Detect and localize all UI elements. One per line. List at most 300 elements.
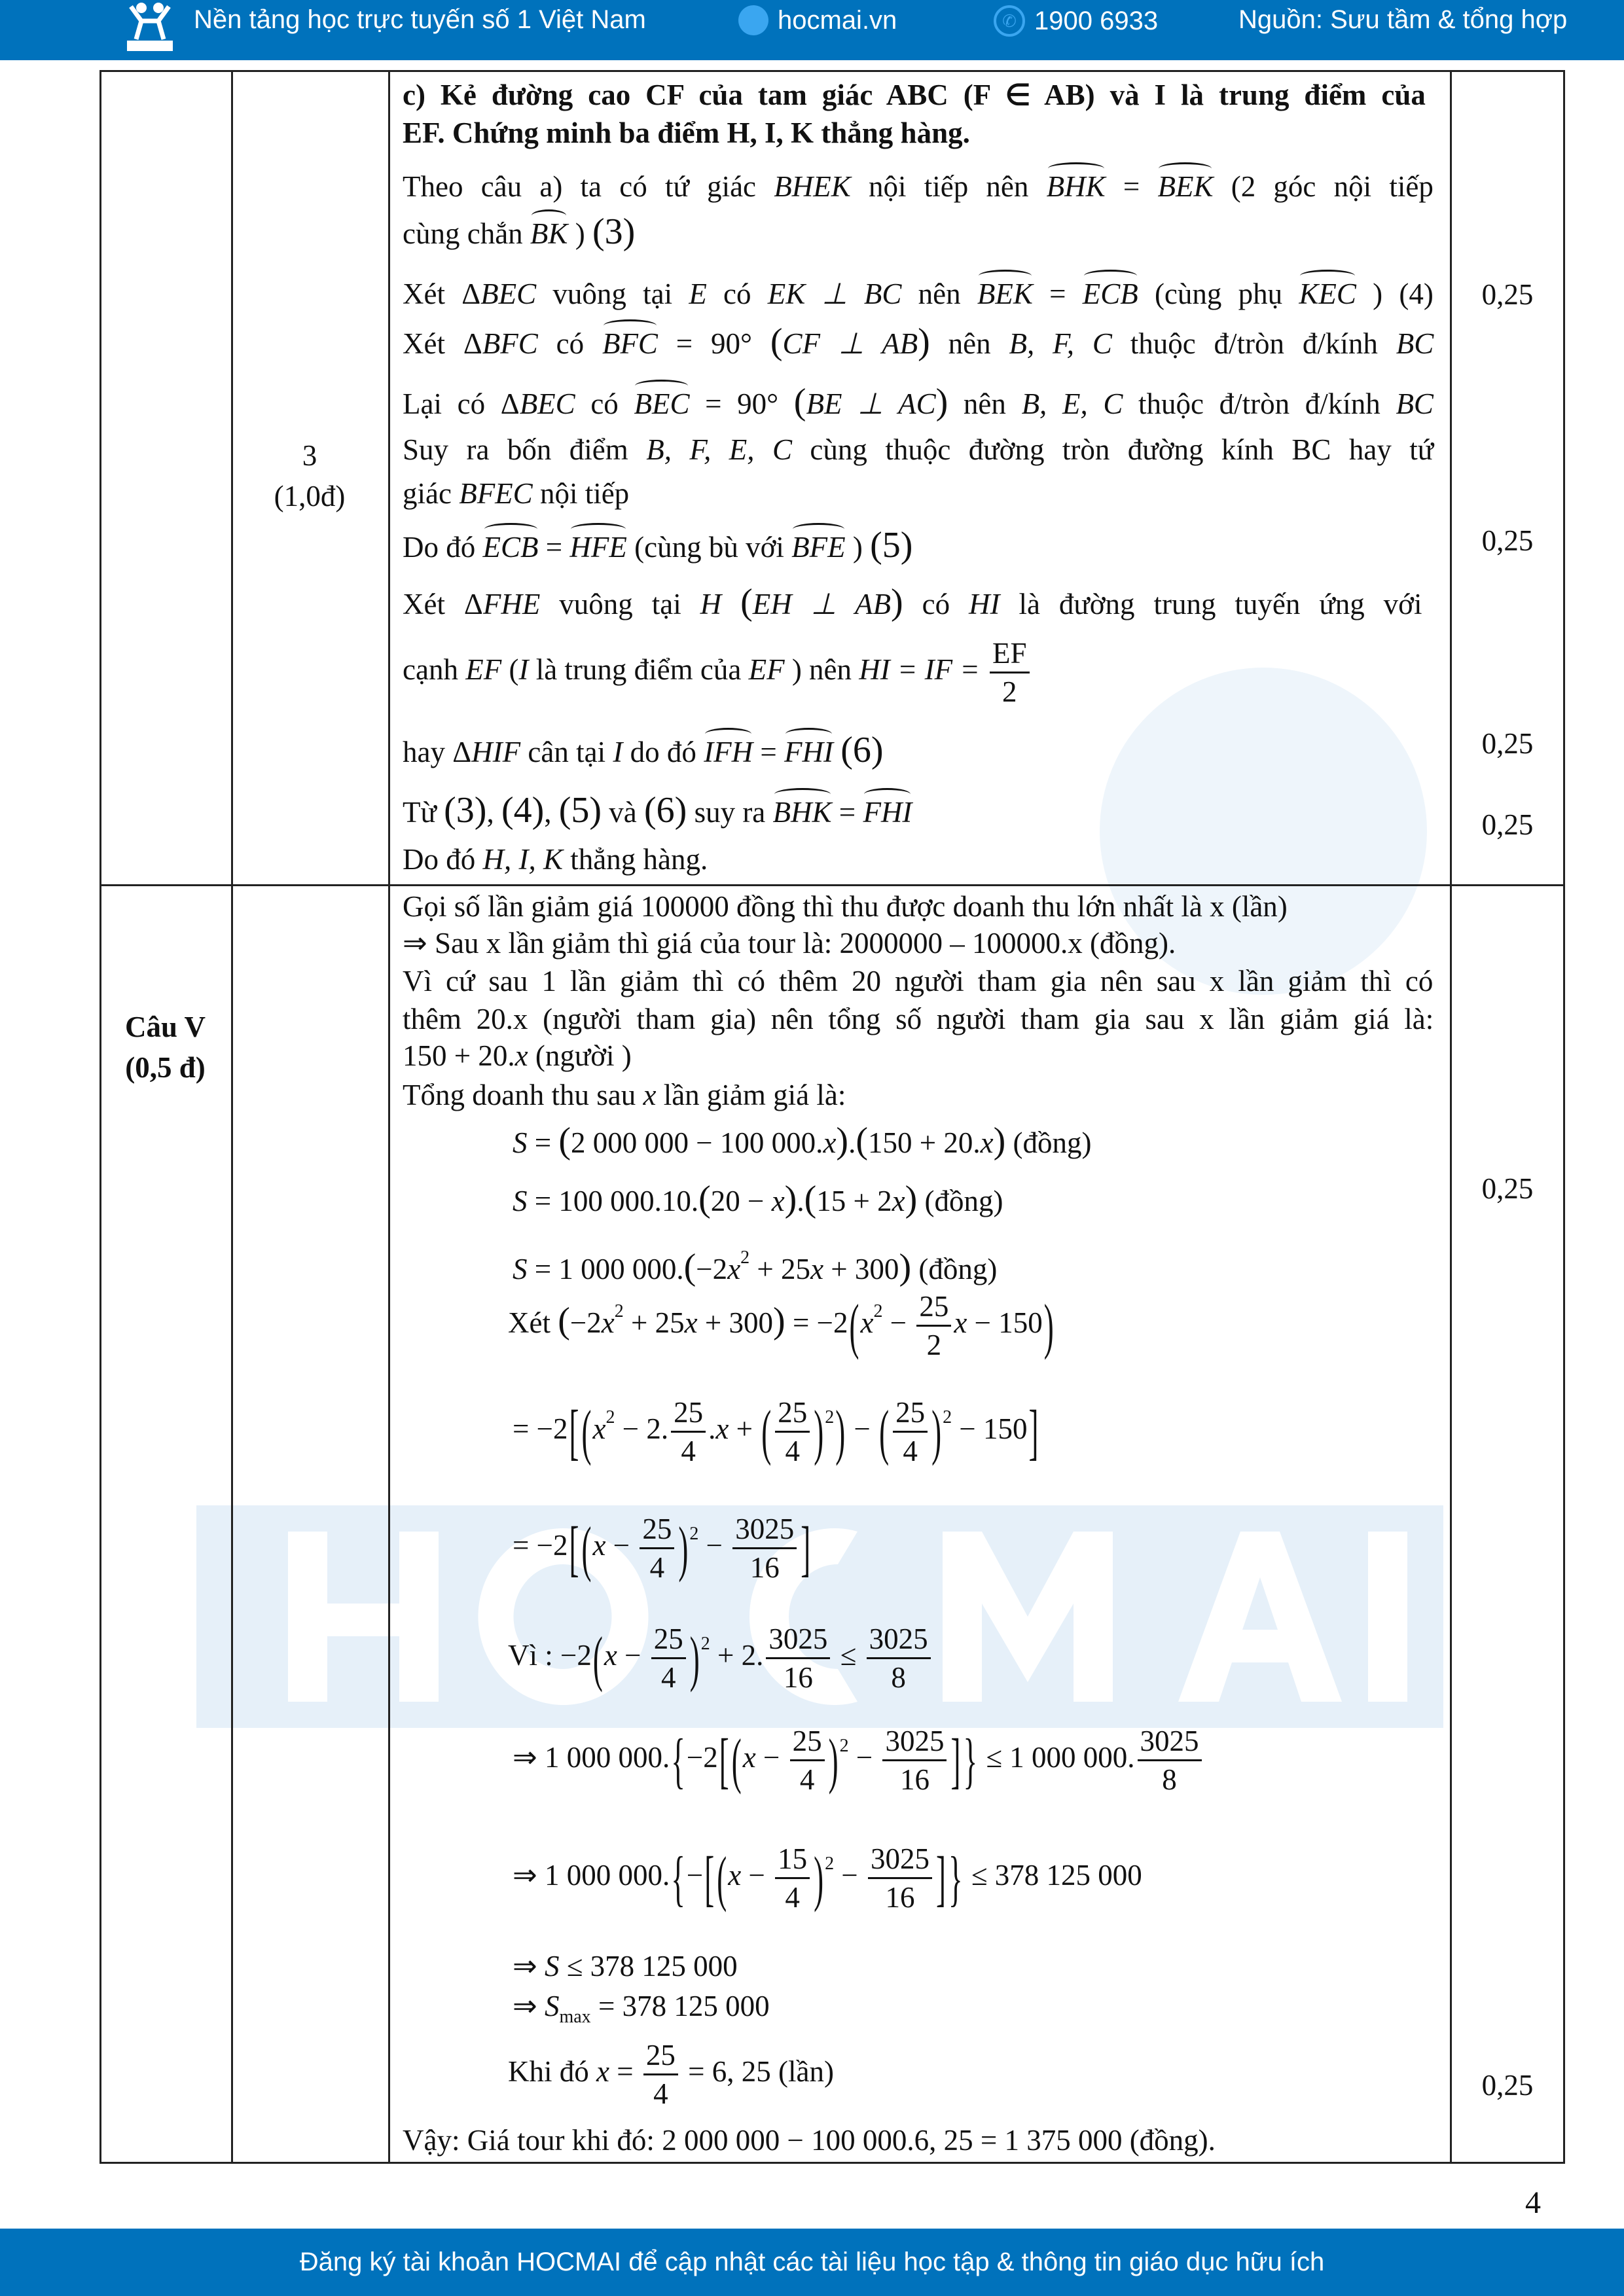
text-run: là đường trung tuyến ứng với <box>1000 588 1422 620</box>
big-bracket: ] <box>801 1514 811 1583</box>
line-content <box>508 2037 834 2112</box>
math-variable: H <box>700 588 722 620</box>
superscript: 2 <box>614 1300 624 1321</box>
score: 0,25 <box>1481 278 1534 311</box>
denominator: 2 <box>1001 675 1017 708</box>
math-variable: S <box>544 1990 560 2022</box>
numerator: 3025 <box>1138 1723 1202 1761</box>
math-variable: HI = IF = <box>859 653 987 686</box>
parenthesis: ( <box>558 1300 570 1341</box>
header-phone[interactable]: 1900 6933 <box>1034 6 1159 35</box>
text-run: + 2. <box>710 1638 764 1672</box>
parenthesis: (6) <box>644 790 687 831</box>
text-run: nên <box>929 327 1009 360</box>
text-run: = 100 000.10. <box>527 1185 699 1217</box>
superscript: 2 <box>873 1300 883 1321</box>
text-run: = 90° <box>657 327 770 360</box>
parenthesis: ) <box>918 321 930 362</box>
text-run: = <box>831 796 863 829</box>
text-run: nên <box>901 278 977 310</box>
line-content <box>403 76 1426 114</box>
part-number: 3 <box>302 439 317 472</box>
text-run: có <box>903 588 969 620</box>
text-run: Vì : −2 <box>508 1638 592 1672</box>
line-content <box>403 2121 1216 2159</box>
parenthesis: ( <box>683 1247 696 1287</box>
parenthesis: (6) <box>840 730 884 770</box>
text-run: , <box>544 796 559 829</box>
text-run: ≤ 378 125 000 <box>559 1950 738 1982</box>
line-content <box>513 1180 1003 1220</box>
part-label <box>231 435 388 516</box>
fraction <box>766 1621 830 1696</box>
line-content <box>403 114 970 152</box>
numerator: 25 <box>790 1723 825 1761</box>
math-variable: H, I, K <box>482 843 563 876</box>
text-run: − <box>755 1740 787 1774</box>
math-variable: I <box>518 653 529 686</box>
text-run: + 25 <box>623 1306 685 1339</box>
solution-line <box>513 1840 1429 1916</box>
line-content <box>403 1076 846 1114</box>
text-run: − <box>617 1638 649 1672</box>
text-run: . <box>708 1412 716 1445</box>
text-run: −2 <box>696 1253 728 1285</box>
line-content <box>403 789 912 831</box>
score: 0,25 <box>1481 2069 1534 2102</box>
text-run: = <box>1105 170 1158 203</box>
parenthesis: ( <box>558 1121 571 1161</box>
math-variable: FHE <box>482 588 541 620</box>
text-run: cùng chắn <box>403 217 530 250</box>
big-bracket: ( <box>761 1397 772 1466</box>
parenthesis: ) <box>784 1179 797 1219</box>
column-divider <box>388 70 390 2164</box>
text-run: + <box>729 1412 761 1445</box>
math-variable: B, F, C <box>1009 327 1112 360</box>
text-run: thêm 20.x (người tham gia) nên tổng số người tham gia sau x lần giảm giá là: <box>403 1003 1434 1035</box>
parenthesis: ( <box>804 1179 817 1219</box>
text-run: EF. Chứng minh ba điểm H, I, K thẳng hàng. <box>403 117 970 149</box>
text-run: 20 − <box>710 1185 772 1217</box>
line-content <box>403 164 1434 206</box>
big-bracket: ) <box>828 1726 839 1795</box>
text-run: suy ra <box>687 796 773 829</box>
text-run: nội tiếp <box>532 477 630 510</box>
text-run: −2 <box>569 1306 602 1339</box>
math-variable: x <box>604 1638 617 1672</box>
solution-line <box>508 2037 1424 2112</box>
numerator: 25 <box>775 1394 810 1433</box>
line-content <box>403 583 1422 623</box>
math-variable: EK ⊥ BC <box>767 278 902 310</box>
fraction <box>867 1621 931 1696</box>
denominator: 8 <box>891 1661 906 1694</box>
solution-line <box>403 114 1437 152</box>
numerator: 25 <box>671 1394 706 1433</box>
text-run: thẳng hàng. <box>563 843 708 876</box>
parenthesis: ) <box>773 1300 785 1341</box>
header-bar <box>0 0 1624 60</box>
big-bracket: ] <box>1028 1397 1039 1466</box>
math-variable: EF <box>465 653 502 686</box>
text-run: −2 <box>686 1740 718 1774</box>
numerator: 25 <box>640 1511 674 1549</box>
big-bracket: [ <box>704 1844 715 1912</box>
text-run: 150 + 20. <box>403 1039 515 1072</box>
numerator: 25 <box>643 2037 678 2075</box>
text-run: ≤ 378 125 000 <box>964 1858 1142 1892</box>
line-content <box>513 1511 812 1586</box>
arc-angle: BHK <box>773 789 832 831</box>
arc-angle: BEC <box>634 381 689 423</box>
denominator: 4 <box>653 2077 668 2110</box>
big-bracket: } <box>948 1844 963 1912</box>
text-run: có <box>706 278 768 310</box>
big-bracket: ( <box>592 1624 603 1693</box>
text-run: = <box>1032 278 1083 310</box>
text-run: − <box>741 1858 773 1892</box>
numerator: 3025 <box>868 1840 932 1879</box>
arc-angle: BHK <box>1047 164 1106 206</box>
parenthesis: (5) <box>870 525 913 565</box>
score: 0,25 <box>1481 1172 1534 1205</box>
page-number: 4 <box>1525 2185 1541 2220</box>
solution-line <box>403 789 1437 831</box>
parenthesis: (3) <box>444 790 487 831</box>
math-variable: x <box>592 1412 606 1445</box>
text-run: ) <box>568 217 592 250</box>
big-bracket: ( <box>879 1397 890 1466</box>
line-content <box>403 321 1434 363</box>
text-run: . <box>797 1185 804 1217</box>
text-run: , <box>486 796 501 829</box>
math-variable: x <box>596 2054 609 2088</box>
fraction <box>990 635 1030 710</box>
solution-line <box>403 475 1437 512</box>
big-bracket: ) <box>931 1397 942 1466</box>
line-content <box>508 1621 933 1696</box>
math-variable: HI <box>969 588 1000 620</box>
text-run: − <box>834 1858 865 1892</box>
math-variable: BFC <box>482 327 538 360</box>
math-variable: x <box>592 1528 606 1562</box>
denominator: 16 <box>783 1661 813 1694</box>
text-run: = <box>527 1126 559 1159</box>
line-content <box>513 1394 1040 1469</box>
line-content <box>513 1239 997 1288</box>
parenthesis: ) <box>993 1121 1006 1161</box>
text-run: cạnh <box>403 653 466 686</box>
big-bracket: ) <box>835 1397 846 1466</box>
arc-angle: HFE <box>569 524 626 566</box>
solution-line <box>403 381 1437 423</box>
header-website-link[interactable]: hocmai.vn <box>778 5 897 35</box>
math-variable: x <box>715 1412 729 1445</box>
text-run: = 6, 25 (lần) <box>680 2054 834 2088</box>
math-variable: x <box>684 1306 698 1339</box>
parenthesis: ) <box>836 1121 849 1161</box>
text-run: 150 + 20. <box>867 1126 981 1159</box>
big-bracket: } <box>963 1726 978 1795</box>
math-variable: E <box>689 278 707 310</box>
question-points: (0,5 đ) <box>125 1051 206 1084</box>
denominator: 8 <box>1162 1763 1177 1796</box>
math-variable: x <box>728 1858 742 1892</box>
parenthesis: ) <box>899 1247 912 1287</box>
line-content <box>403 431 1434 469</box>
superscript: 2 <box>825 1853 835 1874</box>
numerator: 25 <box>651 1621 686 1659</box>
solution-line <box>403 962 1437 1000</box>
text-run: Xét Δ <box>403 327 482 360</box>
math-variable: BE ⊥ AC <box>806 387 936 420</box>
solution-line <box>513 1987 1429 2036</box>
parenthesis: ( <box>740 582 753 622</box>
text-run: = −2 <box>513 1412 568 1445</box>
score: 0,25 <box>1481 808 1534 841</box>
math-variable: x <box>810 1253 824 1285</box>
globe-icon <box>738 5 768 35</box>
text-run: Từ <box>403 796 444 829</box>
superscript: 2 <box>700 1633 710 1654</box>
hocmai-logo <box>122 1 178 52</box>
denominator: 2 <box>926 1329 942 1361</box>
text-run: vuông tại <box>536 278 689 310</box>
text-run: (đồng) <box>1005 1126 1092 1159</box>
phone-icon: ✆ <box>994 5 1025 37</box>
big-bracket: ( <box>849 1291 859 1360</box>
text-run: Xét <box>508 1306 558 1339</box>
part-points: (1,0đ) <box>274 480 346 512</box>
solution-line <box>403 2121 1437 2159</box>
math-variable: BC <box>1396 327 1434 360</box>
big-bracket: ) <box>814 1397 824 1466</box>
fraction <box>882 1723 947 1798</box>
denominator: 4 <box>661 1661 676 1694</box>
text-run: ≤ 1 000 000. <box>979 1740 1135 1774</box>
text-run: − <box>605 1528 638 1562</box>
text-run: = 378 125 000 <box>590 1990 770 2022</box>
solution-line <box>508 1621 1424 1696</box>
text-run: − <box>882 1306 914 1339</box>
arc-angle: KEC <box>1299 271 1356 313</box>
text-run: = 1 000 000. <box>527 1253 684 1285</box>
text-run: Tổng doanh thu sau <box>403 1079 643 1111</box>
column-divider <box>1450 70 1452 2164</box>
numerator: 3025 <box>732 1511 797 1549</box>
math-variable: x <box>892 1185 905 1217</box>
parenthesis: ) <box>891 582 903 622</box>
solution-line <box>403 1037 1437 1075</box>
solution-line <box>513 1239 1429 1288</box>
solution-line <box>513 1723 1429 1798</box>
math-variable: I <box>613 736 623 768</box>
big-bracket: ( <box>717 1844 727 1912</box>
text-run: ) <box>845 531 871 564</box>
line-content <box>403 524 912 566</box>
text-run: (đồng) <box>911 1253 998 1285</box>
text-run: có <box>575 387 634 420</box>
text-run: do đó <box>623 736 704 768</box>
big-bracket: ] <box>935 1844 946 1912</box>
text-run: (cùng bù với <box>626 531 792 564</box>
superscript: 2 <box>839 1735 849 1756</box>
math-variable: BHEK <box>774 170 851 203</box>
math-variable: BEC <box>519 387 575 420</box>
solution-line <box>403 924 1437 962</box>
text-run: = −2 <box>785 1306 848 1339</box>
math-variable: BFEC <box>459 477 533 510</box>
superscript: 2 <box>605 1407 615 1427</box>
parenthesis: ) <box>935 382 948 422</box>
fraction <box>916 1288 951 1363</box>
text-run: − <box>848 1740 880 1774</box>
text-run: giác <box>403 477 460 510</box>
fraction <box>643 2037 678 2112</box>
math-variable: B, E, C <box>1021 387 1123 420</box>
math-variable: x <box>980 1126 994 1159</box>
text-run: ) (4) <box>1356 278 1434 310</box>
solution-line <box>403 888 1437 925</box>
footer-text[interactable]: Đăng ký tài khoản HOCMAI để cập nhật các tài liệu học tập & thông tin giáo dục hữu ích <box>299 2248 1325 2276</box>
solution-line <box>403 840 1437 878</box>
big-bracket: ( <box>581 1397 592 1466</box>
text-run <box>833 736 840 768</box>
fraction <box>1138 1723 1202 1798</box>
arc-angle: BFE <box>791 524 845 566</box>
solution-line <box>403 431 1437 469</box>
math-variable: S <box>513 1253 528 1285</box>
parenthesis: ( <box>793 382 806 422</box>
question-label <box>99 1007 231 1088</box>
text-run: ) nên <box>784 653 859 686</box>
solution-line <box>403 635 1437 710</box>
text-run: cân tại <box>520 736 613 768</box>
line-content <box>403 271 1434 313</box>
text-run: + 300 <box>697 1306 774 1339</box>
numerator: 3025 <box>882 1723 947 1761</box>
text-run: ≤ <box>833 1638 864 1672</box>
text-run: c) Kẻ đường cao CF của tam giác ABC (F ∈ AB) và I là trung điểm của <box>403 79 1426 111</box>
text-run: có <box>537 327 602 360</box>
column-divider <box>231 70 233 2164</box>
text-run: Theo câu a) ta có tứ giác <box>403 170 774 203</box>
fraction <box>732 1511 797 1586</box>
math-variable: x <box>514 1039 528 1072</box>
text-run: Xét Δ <box>403 278 481 310</box>
line-content <box>403 924 1176 962</box>
numerator: 25 <box>893 1394 928 1433</box>
line-content <box>403 1000 1434 1038</box>
text-run: thuộc đ/tròn đ/kính <box>1111 327 1396 360</box>
text-run: và <box>602 796 645 829</box>
solution-line <box>513 1180 1429 1220</box>
text-run: = <box>538 531 570 564</box>
text-run: vuông tại <box>540 588 700 620</box>
row-divider <box>99 884 1565 886</box>
big-bracket: [ <box>719 1726 729 1795</box>
text-run: ⇒ 1 000 000. <box>513 1858 670 1892</box>
numerator: 3025 <box>766 1621 830 1659</box>
line-content <box>403 962 1433 1000</box>
score: 0,25 <box>1481 524 1534 557</box>
parenthesis: ( <box>770 321 783 362</box>
text-run: . <box>848 1126 856 1159</box>
math-variable: EF <box>748 653 785 686</box>
numerator: EF <box>990 635 1030 673</box>
math-variable: x <box>727 1253 741 1285</box>
big-bracket: ) <box>678 1514 689 1583</box>
line-content <box>513 1947 738 1985</box>
parenthesis: (4) <box>501 790 545 831</box>
text-run: Do đó <box>403 531 483 564</box>
text-run: hay Δ <box>403 736 472 768</box>
arc-angle: FHI <box>784 729 833 771</box>
solution-line <box>403 271 1437 313</box>
solution-line <box>403 1000 1437 1038</box>
solution-line <box>513 1947 1429 1985</box>
line-content <box>403 729 884 771</box>
text-run: là trung điểm của <box>528 653 749 686</box>
big-bracket: ( <box>581 1514 592 1583</box>
arc-angle: BK <box>530 211 568 253</box>
parenthesis: ) <box>905 1179 918 1219</box>
numerator: 15 <box>775 1840 810 1879</box>
text-run: Do đó <box>403 843 483 876</box>
fraction <box>671 1394 706 1469</box>
line-content <box>403 475 629 512</box>
fraction <box>790 1723 825 1798</box>
line-content <box>403 381 1434 423</box>
big-bracket: ] <box>950 1726 961 1795</box>
math-variable: BEC <box>480 278 537 310</box>
fraction <box>775 1394 810 1469</box>
line-content <box>403 635 1032 710</box>
math-variable: S <box>513 1126 528 1159</box>
superscript: 2 <box>740 1247 750 1268</box>
text-run: − 150 <box>952 1412 1028 1445</box>
text-run: ⇒ 1 000 000. <box>513 1740 670 1774</box>
superscript: 2 <box>825 1407 835 1427</box>
text-run: lần giảm giá là: <box>656 1079 846 1111</box>
fraction <box>651 1621 686 1696</box>
big-bracket: [ <box>569 1397 579 1466</box>
arc-angle: ECB <box>1083 271 1138 313</box>
text-run: − <box>686 1858 704 1892</box>
text-run: = <box>609 2054 641 2088</box>
text-run: ⇒ Sau x lần giảm thì giá của tour là: 2000000 – 100000.x (đồng). <box>403 927 1176 960</box>
parenthesis: ( <box>698 1179 711 1219</box>
parenthesis: (3) <box>592 211 636 252</box>
numerator: 3025 <box>867 1621 931 1659</box>
solution-line <box>403 76 1437 114</box>
math-variable: B, F, E, C <box>646 433 792 466</box>
text-run: (đồng) <box>917 1185 1003 1217</box>
math-variable: x <box>823 1126 837 1159</box>
big-bracket: ) <box>814 1844 824 1912</box>
denominator: 4 <box>681 1435 696 1467</box>
text-run: Khi đó <box>508 2054 596 2088</box>
denominator: 4 <box>649 1551 665 1584</box>
denominator: 16 <box>749 1551 780 1584</box>
solution-line <box>403 211 1437 253</box>
text-run: cùng thuộc đường tròn đường kính BC hay tứ <box>791 433 1434 466</box>
solution-line <box>513 1394 1429 1469</box>
text-run: (người ) <box>528 1039 632 1072</box>
solution-line <box>403 524 1437 566</box>
math-variable: x <box>860 1306 874 1339</box>
